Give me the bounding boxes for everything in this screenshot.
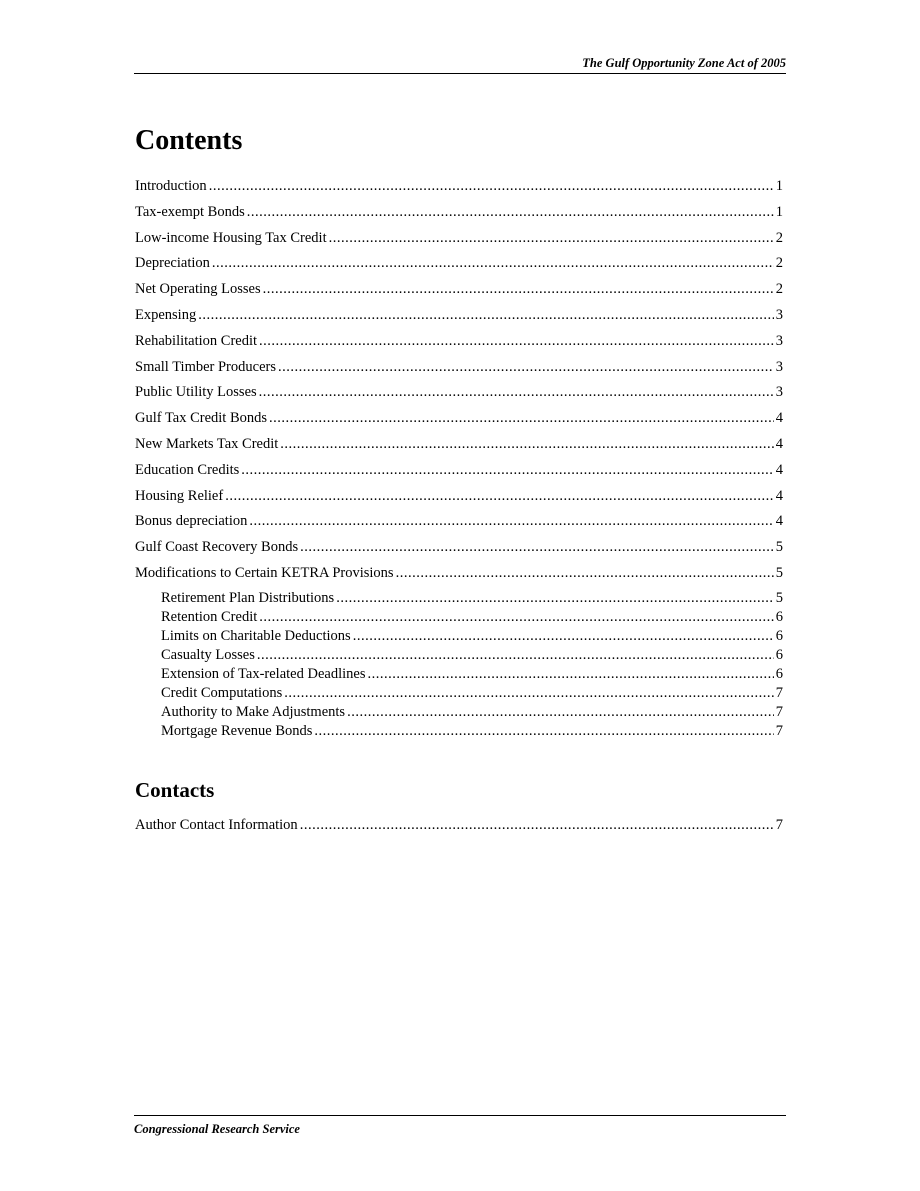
toc-entry-page: 2: [775, 281, 783, 298]
dot-leader: [300, 815, 774, 835]
dot-leader: [263, 279, 774, 299]
toc-entry-label: Public Utility Losses: [135, 384, 257, 401]
table-of-contents: [135, 176, 783, 741]
toc-entry-page: 4: [775, 461, 783, 478]
toc-entry-label: Introduction: [135, 178, 207, 194]
footer-publisher: Congressional Research Service: [134, 1122, 300, 1136]
dot-leader: [300, 537, 774, 557]
toc-entry-bonus-depreciation[interactable]: [135, 511, 783, 537]
toc-entry-label: Depreciation: [135, 255, 210, 272]
toc-subentry-extension-of-deadlines[interactable]: [135, 665, 783, 684]
toc-entry-page: 5: [775, 539, 783, 556]
running-footer: [134, 1115, 786, 1137]
toc-entry-depreciation[interactable]: [135, 253, 783, 279]
toc-entry-label: New Markets Tax Credit: [135, 435, 279, 452]
dot-leader: [259, 382, 774, 402]
dot-leader: [212, 253, 774, 273]
toc-entry-tax-exempt-bonds[interactable]: [135, 202, 783, 228]
dot-leader: [329, 228, 774, 248]
dot-leader: [336, 589, 774, 608]
dot-leader: [257, 646, 774, 665]
running-header: [134, 56, 786, 74]
dot-leader: [259, 608, 774, 627]
dot-leader: [396, 563, 774, 583]
dot-leader: [249, 511, 773, 531]
toc-entry-page: 2: [775, 229, 783, 246]
dot-leader: [278, 357, 774, 377]
toc-entry-label: Modifications to Certain KETRA Provisions: [135, 564, 394, 581]
toc-entry-new-markets-tax-credit[interactable]: [135, 434, 783, 460]
toc-subentry-casualty-losses[interactable]: [135, 646, 783, 665]
dot-leader: [225, 486, 774, 506]
toc-entry-label: Expensing: [135, 306, 197, 323]
toc-subentry-page: 7: [775, 722, 783, 739]
toc-entry-public-utility-losses[interactable]: [135, 382, 783, 408]
toc-subentry-page: 6: [775, 627, 783, 644]
toc-entry-gulf-coast-recovery-bonds[interactable]: [135, 537, 783, 563]
toc-subentry-page: 6: [775, 608, 783, 625]
toc-entry-label: Housing Relief: [135, 487, 224, 504]
toc-subentry-page: 7: [775, 684, 783, 701]
toc-entry-page: 3: [775, 358, 783, 375]
toc-entry-page: 3: [775, 332, 783, 349]
toc-entry-page: 2: [775, 255, 783, 272]
toc-entry-author-contact-information[interactable]: [135, 815, 783, 841]
dot-leader: [241, 460, 773, 480]
toc-entry-page: 4: [775, 513, 783, 530]
dot-leader: [269, 408, 774, 428]
toc-subentry-page: 6: [775, 665, 783, 682]
toc-subentry-authority-to-make-adjustments[interactable]: [135, 703, 783, 722]
toc-entry-page: 3: [775, 384, 783, 401]
toc-entry-page: 5: [775, 564, 783, 581]
toc-entry-label: Net Operating Losses: [135, 281, 261, 298]
dot-leader: [259, 331, 774, 351]
dot-leader: [367, 665, 773, 684]
toc-entry-page: 1: [775, 203, 783, 220]
toc-subentry-retention-credit[interactable]: [135, 608, 783, 627]
dot-leader: [314, 722, 773, 741]
toc-subentry-label: Credit Computations: [161, 684, 283, 701]
toc-entry-page: 4: [775, 410, 783, 427]
contacts-heading: Contacts: [135, 778, 215, 802]
toc-entry-gulf-tax-credit-bonds[interactable]: [135, 408, 783, 434]
toc-subentry-limits-on-charitable-deductions[interactable]: [135, 627, 783, 646]
toc-entry-net-operating-losses[interactable]: [135, 279, 783, 305]
toc-entry-page: 4: [775, 435, 783, 452]
toc-entry-page: 3: [775, 306, 783, 323]
dot-leader: [247, 202, 774, 222]
toc-entry-label: Gulf Tax Credit Bonds: [135, 410, 268, 427]
toc-subentry-page: 6: [775, 646, 783, 663]
dot-leader: [284, 684, 774, 703]
toc-entry-label: Bonus depreciation: [135, 513, 248, 530]
document-title: The Gulf Opportunity Zone Act of 2005: [582, 56, 786, 70]
toc-subentry-label: Mortgage Revenue Bonds: [161, 722, 313, 739]
toc-subentry-retirement-plan-distributions[interactable]: [135, 589, 783, 608]
toc-subentry-label: Casualty Losses: [161, 646, 255, 663]
toc-entry-ketra-modifications[interactable]: [135, 563, 783, 589]
toc-entry-label: Gulf Coast Recovery Bonds: [135, 539, 299, 556]
dot-leader: [209, 176, 774, 196]
toc-entry-label: Low-income Housing Tax Credit: [135, 229, 327, 246]
toc-subentry-label: Extension of Tax-related Deadlines: [161, 665, 366, 682]
toc-entry-expensing[interactable]: [135, 305, 783, 331]
toc-subentry-label: Authority to Make Adjustments: [161, 703, 346, 720]
toc-subentry-credit-computations[interactable]: [135, 684, 783, 703]
dot-leader: [347, 703, 774, 722]
toc-entry-label: Rehabilitation Credit: [135, 332, 258, 349]
toc-subentry-mortgage-revenue-bonds[interactable]: [135, 722, 783, 741]
toc-subentry-page: 5: [775, 589, 783, 606]
toc-entry-low-income-housing-tax-credit[interactable]: [135, 228, 783, 254]
toc-subentry-label: Retention Credit: [161, 608, 258, 625]
dot-leader: [353, 627, 774, 646]
toc-entry-label: Education Credits: [135, 461, 240, 478]
toc-subentry-label: Retirement Plan Distributions: [161, 589, 335, 606]
toc-entry-page: 4: [775, 487, 783, 504]
toc-entry-small-timber-producers[interactable]: [135, 357, 783, 383]
toc-entry-housing-relief[interactable]: [135, 486, 783, 512]
toc-subentry-label: Limits on Charitable Deductions: [161, 627, 351, 644]
toc-entry-label: Small Timber Producers: [135, 358, 276, 375]
dot-leader: [280, 434, 773, 454]
toc-entry-page: 1: [775, 178, 783, 194]
toc-entry-label: Author Contact Information: [135, 817, 298, 833]
contacts-list: [135, 815, 783, 841]
toc-entry-page: 7: [775, 817, 783, 833]
contents-heading: Contents: [135, 125, 243, 156]
toc-subentry-page: 7: [775, 703, 783, 720]
toc-entry-rehabilitation-credit[interactable]: [135, 331, 783, 357]
toc-entry-education-credits[interactable]: [135, 460, 783, 486]
dot-leader: [198, 305, 774, 325]
toc-entry-introduction[interactable]: [135, 176, 783, 202]
toc-entry-label: Tax-exempt Bonds: [135, 203, 245, 220]
